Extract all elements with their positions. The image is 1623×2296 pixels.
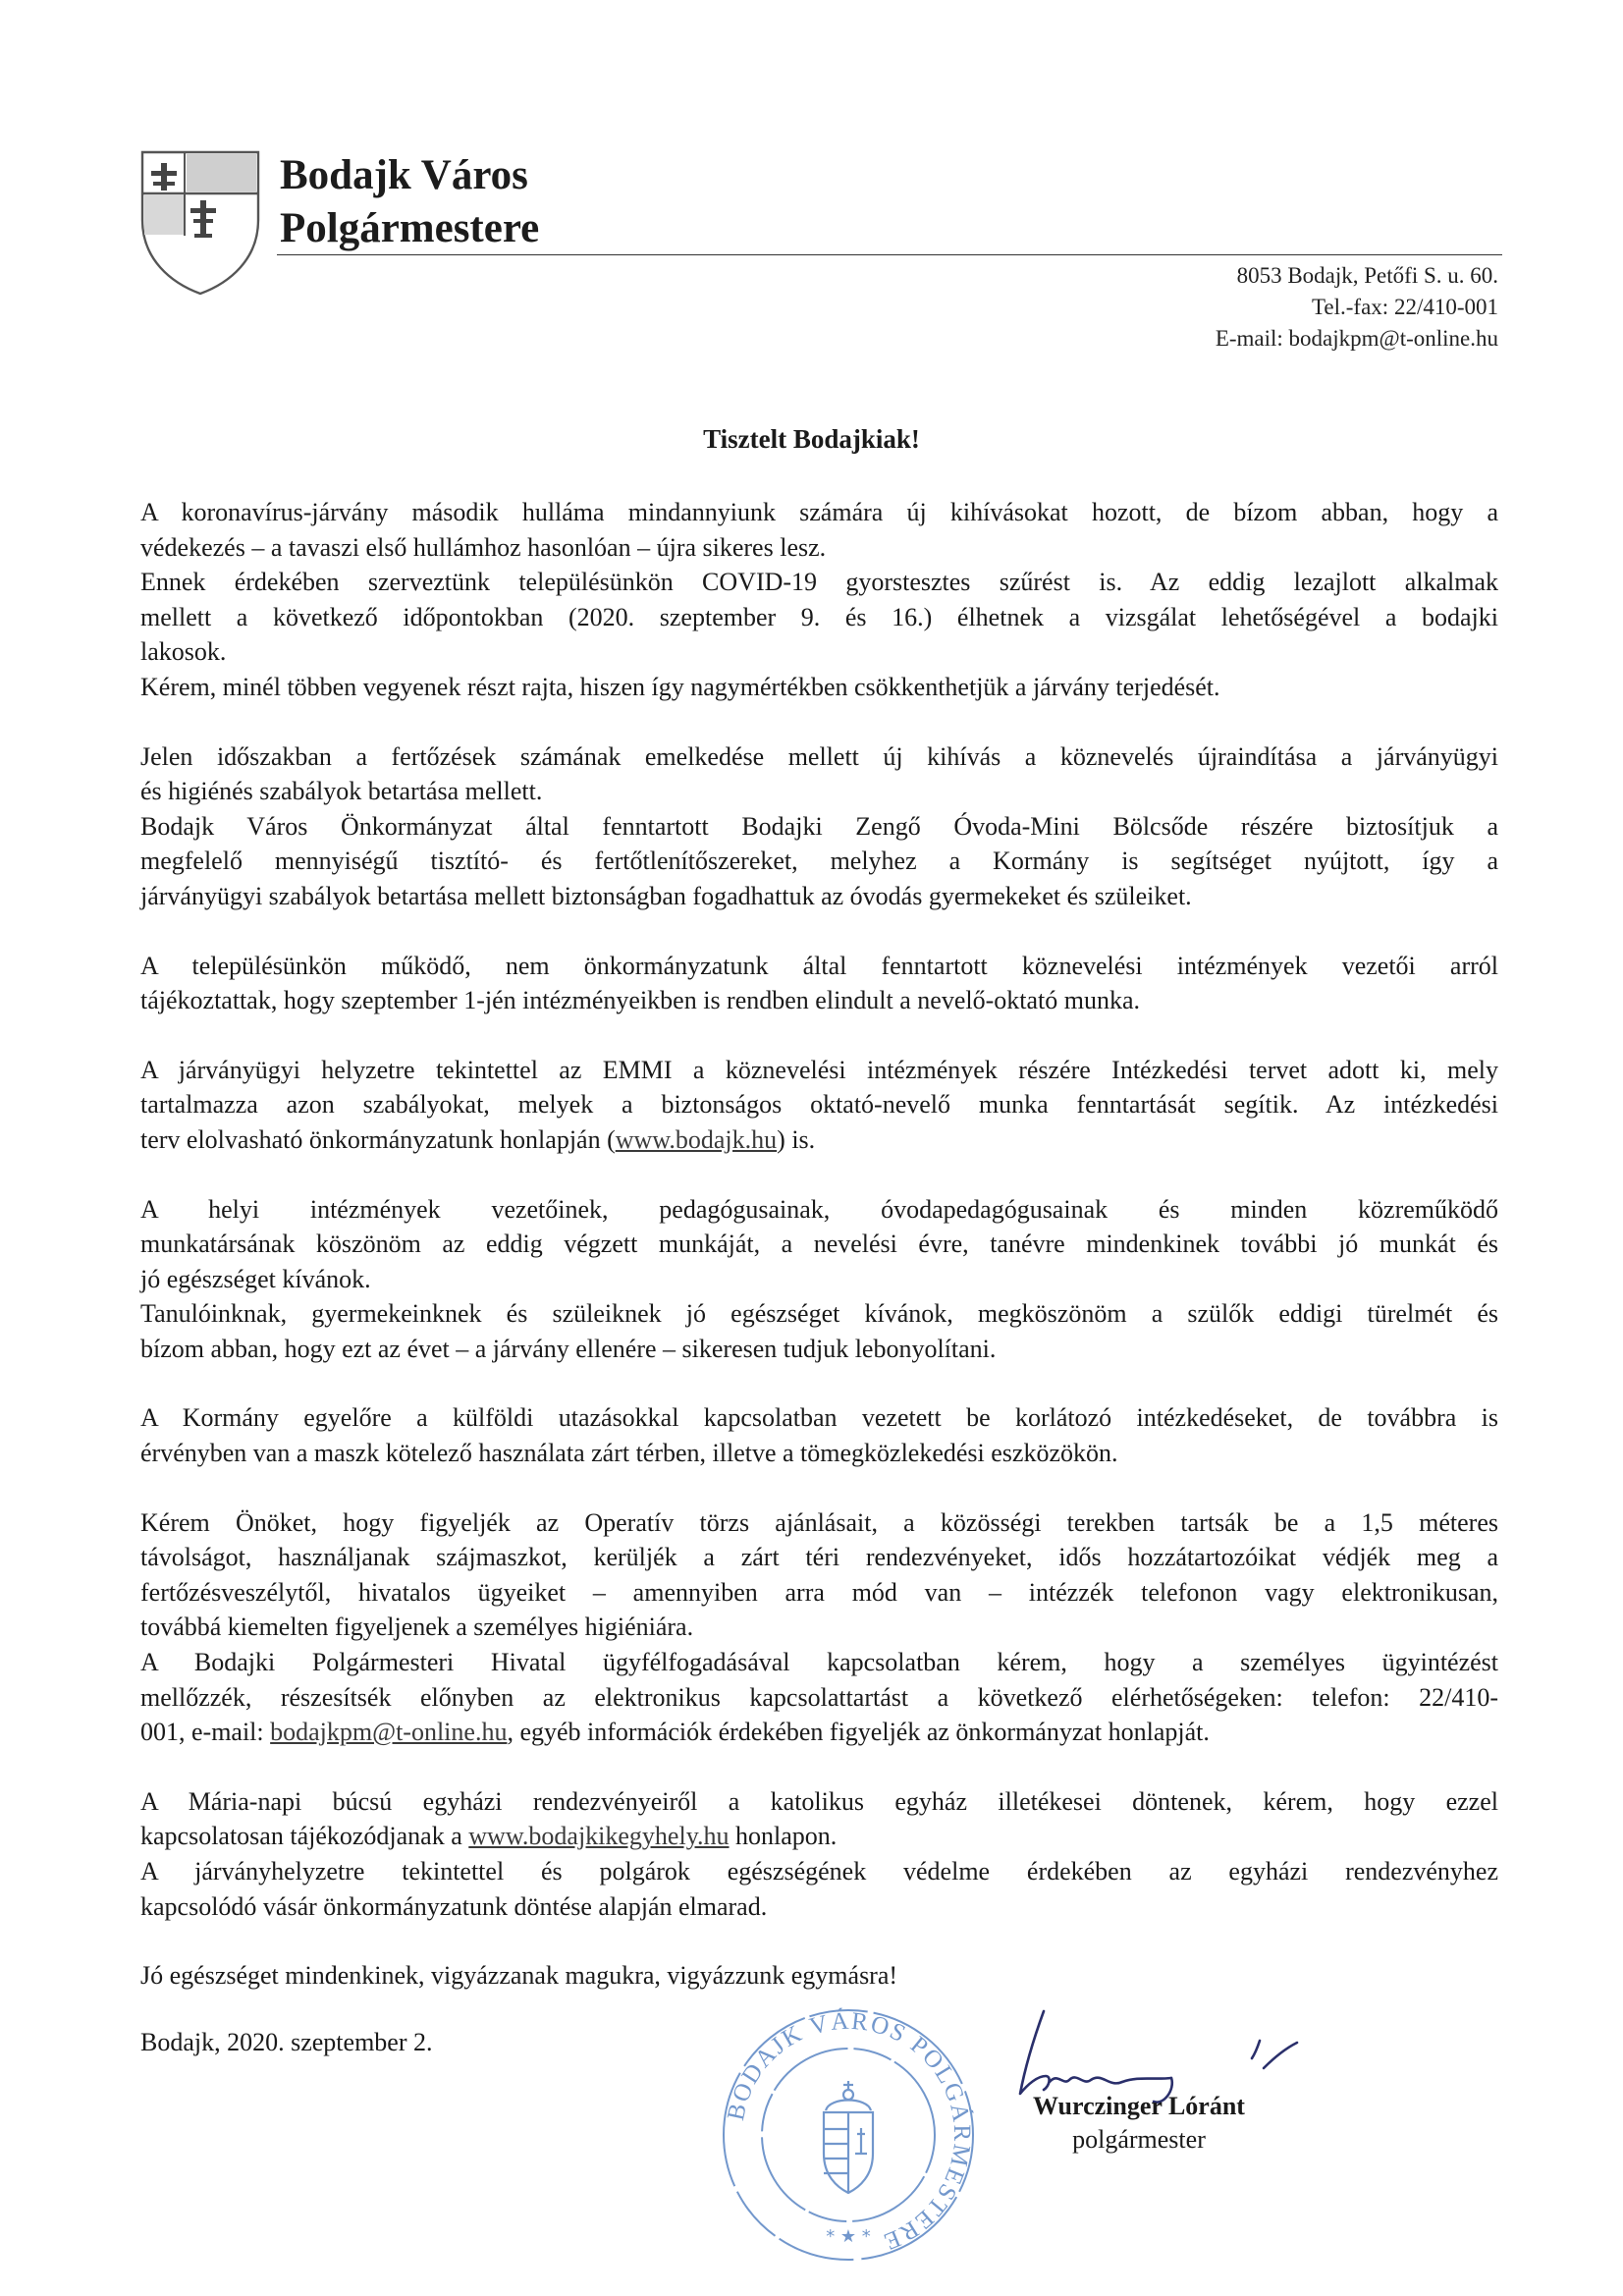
org-name-line1: Bodajk Város (280, 152, 528, 198)
text-line: jó egészséget kívánok. (140, 1264, 371, 1293)
text-line: Jelen időszakban a fertőzések számának emelkedése mellett új kihívás a köznevelés újraindítása a járványügyi (140, 741, 1498, 771)
text-line: fertőzésveszélytől, hivatalos ügyeiket – amennyiben arra mód van – intézzék telefonon vagy elektronikusan, (140, 1577, 1498, 1607)
text-line: A Kormány egyelőre a külföldi utazásokkal kapcsolatban vezetett be korlátozó intézkedéseket, de továbbra is (140, 1403, 1498, 1433)
text-line: továbbá kiemelten figyeljenek a személyes higiéniára. (140, 1613, 694, 1642)
paragraph (140, 739, 1498, 914)
text-line: A Mária-napi búcsú egyházi rendezvényeiről a katolikus egyház illetékesei döntenek, kérem, hogy ezzel (140, 1786, 1498, 1816)
salutation-heading: Tisztelt Bodajkiak! (703, 424, 920, 454)
paragraph (140, 1784, 1498, 1924)
text-line-with-link (140, 1819, 1498, 1854)
official-seal-icon (720, 2006, 977, 2264)
text-line: Jó egészséget mindenkinek, vigyázzanak magukra, vigyázzunk egymásra! (140, 1961, 898, 1991)
signer-block (1011, 2090, 1267, 2157)
text-line: Kérem Önöket, hogy figyeljék az Operatív törzs ajánlásait, a közösségi terekben tartsák be a 1,5 méteres (140, 1507, 1498, 1537)
paragraph (140, 1958, 1498, 1994)
header-divider (277, 254, 1502, 255)
text-line: távolságot, használjanak szájmaszkot, kerüljék a zárt téri rendezvényeket, idős hozzátartozóikat védjék meg a (140, 1543, 1498, 1572)
text-line: tartalmazza azon szabályokat, melyek a biztonságos oktató-nevelő munka fenntartását segítik. Az intézkedési (140, 1090, 1498, 1120)
text-line: munkatársának köszönöm az eddig végzett munkáját, a nevelési évre, tanévre mindenkinek további jó munkát és (140, 1230, 1498, 1259)
text-line: A településünkön működő, nem önkormányzatunk által fenntartott köznevelési intézmények vezetői arról (140, 951, 1498, 980)
paragraph (140, 949, 1498, 1018)
text-line: védekezés – a tavaszi első hullámhoz hasonlóan – újra sikeres lesz. (140, 532, 827, 562)
org-name-line2: Polgármestere (280, 205, 540, 251)
text-line: tájékoztattak, hogy szeptember 1-jén intézményeikben is rendben elindult a nevelő-oktató munka. (140, 986, 1140, 1015)
paragraph (140, 1192, 1498, 1367)
signer-title: polgármester (1072, 2125, 1206, 2154)
text-line-with-link (140, 1715, 1498, 1750)
web-link[interactable]: www.bodajk.hu (615, 1124, 778, 1154)
text-before-link: 001, e-mail: (140, 1718, 271, 1747)
letter-body (140, 495, 1498, 2028)
text-after-link: ) is. (777, 1124, 816, 1154)
web-link[interactable]: www.bodajkikegyhely.hu (468, 1822, 730, 1851)
text-after-link: honlapon. (729, 1822, 838, 1851)
phone-text: Tel.-fax: 22/410-001 (1311, 295, 1498, 319)
text-line-with-link (140, 1122, 1498, 1158)
seal-text: BODAJK VÁROS POLGÁRMESTERE (722, 2007, 976, 2256)
contact-block (1216, 260, 1498, 355)
signer-name: Wurczinger Lóránt (1033, 2092, 1245, 2120)
paragraph (140, 495, 1498, 705)
address-text: 8053 Bodajk, Petőfi S. u. 60. (1236, 263, 1498, 288)
text-before-link: kapcsolatosan tájékozódjanak a (140, 1822, 469, 1851)
text-line: Kérem, minél többen vegyenek részt rajta, hiszen így nagymértékben csökkenthetjük a járvány terjedését. (140, 672, 1220, 701)
email-text: E-mail: bodajkpm@t-online.hu (1215, 326, 1498, 351)
paragraph (140, 1505, 1498, 1750)
text-line: A koronavírus-járvány második hulláma mindannyiunk számára új kihívásokat hozott, de bízom abban, hogy a (140, 498, 1498, 526)
web-link[interactable]: bodajkpm@t-online.hu (270, 1718, 508, 1747)
text-line: kapcsolódó vásár önkormányzatunk döntése alapján elmarad. (140, 1891, 768, 1921)
organization-name (280, 149, 539, 255)
paragraph (140, 1053, 1498, 1158)
text-line: Bodajk Város Önkormányzat által fenntartott Bodajki Zengő Óvoda-Mini Bölcsőde részére biztosítjuk a (140, 811, 1498, 841)
text-line: és higiénés szabályok betartása mellett. (140, 777, 543, 806)
city-coat-of-arms-icon (139, 149, 261, 297)
paragraph (140, 1400, 1498, 1470)
text-line: mellett a következő időpontokban (2020. szeptember 9. és 16.) élhetnek a vizsgálat lehetőségével a bodajki (140, 602, 1498, 631)
text-after-link: , egyéb információk érdekében figyeljék az önkormányzat honlapját. (507, 1718, 1210, 1747)
svg-text:* ★ *: * ★ * (826, 2226, 871, 2247)
text-line: A helyi intézmények vezetőinek, pedagógusainak, óvodapedagógusainak és minden közreműködő (140, 1194, 1498, 1224)
text-line: érvényben van a maszk kötelező használata zárt térben, illetve a tömegközlekedési eszközökön. (140, 1439, 1118, 1468)
text-line: megfelelő mennyiségű tisztító- és fertőtlenítőszereket, melyhez a Kormány is segítséget nyújtott, így a (140, 847, 1498, 876)
text-line: A járványhelyzetre tekintettel és polgárok egészségének védelme érdekében az egyházi rendezvényhez (140, 1857, 1498, 1886)
text-line: A Bodajki Polgármesteri Hivatal ügyfélfogadásával kapcsolatban kérem, hogy a személyes ügyintézést (140, 1648, 1498, 1677)
text-line: járványügyi szabályok betartása mellett biztonságban fogadhattuk az óvodás gyermekeket és szüleiket. (140, 881, 1192, 910)
text-line: Tanulóinknak, gyermekeinknek és szüleiknek jó egészséget kívánok, megköszönöm a szülők eddigi türelmét és (140, 1299, 1498, 1329)
date-place-line: Bodajk, 2020. szeptember 2. (140, 2028, 433, 2056)
text-line: A járványügyi helyzetre tekintettel az EMMI a köznevelési intézmények részére Intézkedési tervet adott ki, mely (140, 1055, 1498, 1084)
text-line: lakosok. (140, 637, 227, 667)
text-line: mellőzzék, részesítsék előnyben az elektronikus kapcsolattartást a következő elérhetőségeken: telefon: 22/410- (140, 1682, 1498, 1712)
text-line: bízom abban, hogy ezt az évet – a járvány ellenére – sikeresen tudjuk lebonyolítani. (140, 1334, 997, 1363)
text-before-link: terv elolvasható önkormányzatunk honlapján ( (140, 1124, 616, 1154)
text-line: Ennek érdekében szerveztünk településünkön COVID-19 gyorstesztes szűrést is. Az eddig lezajlott alkalmak (140, 568, 1498, 597)
